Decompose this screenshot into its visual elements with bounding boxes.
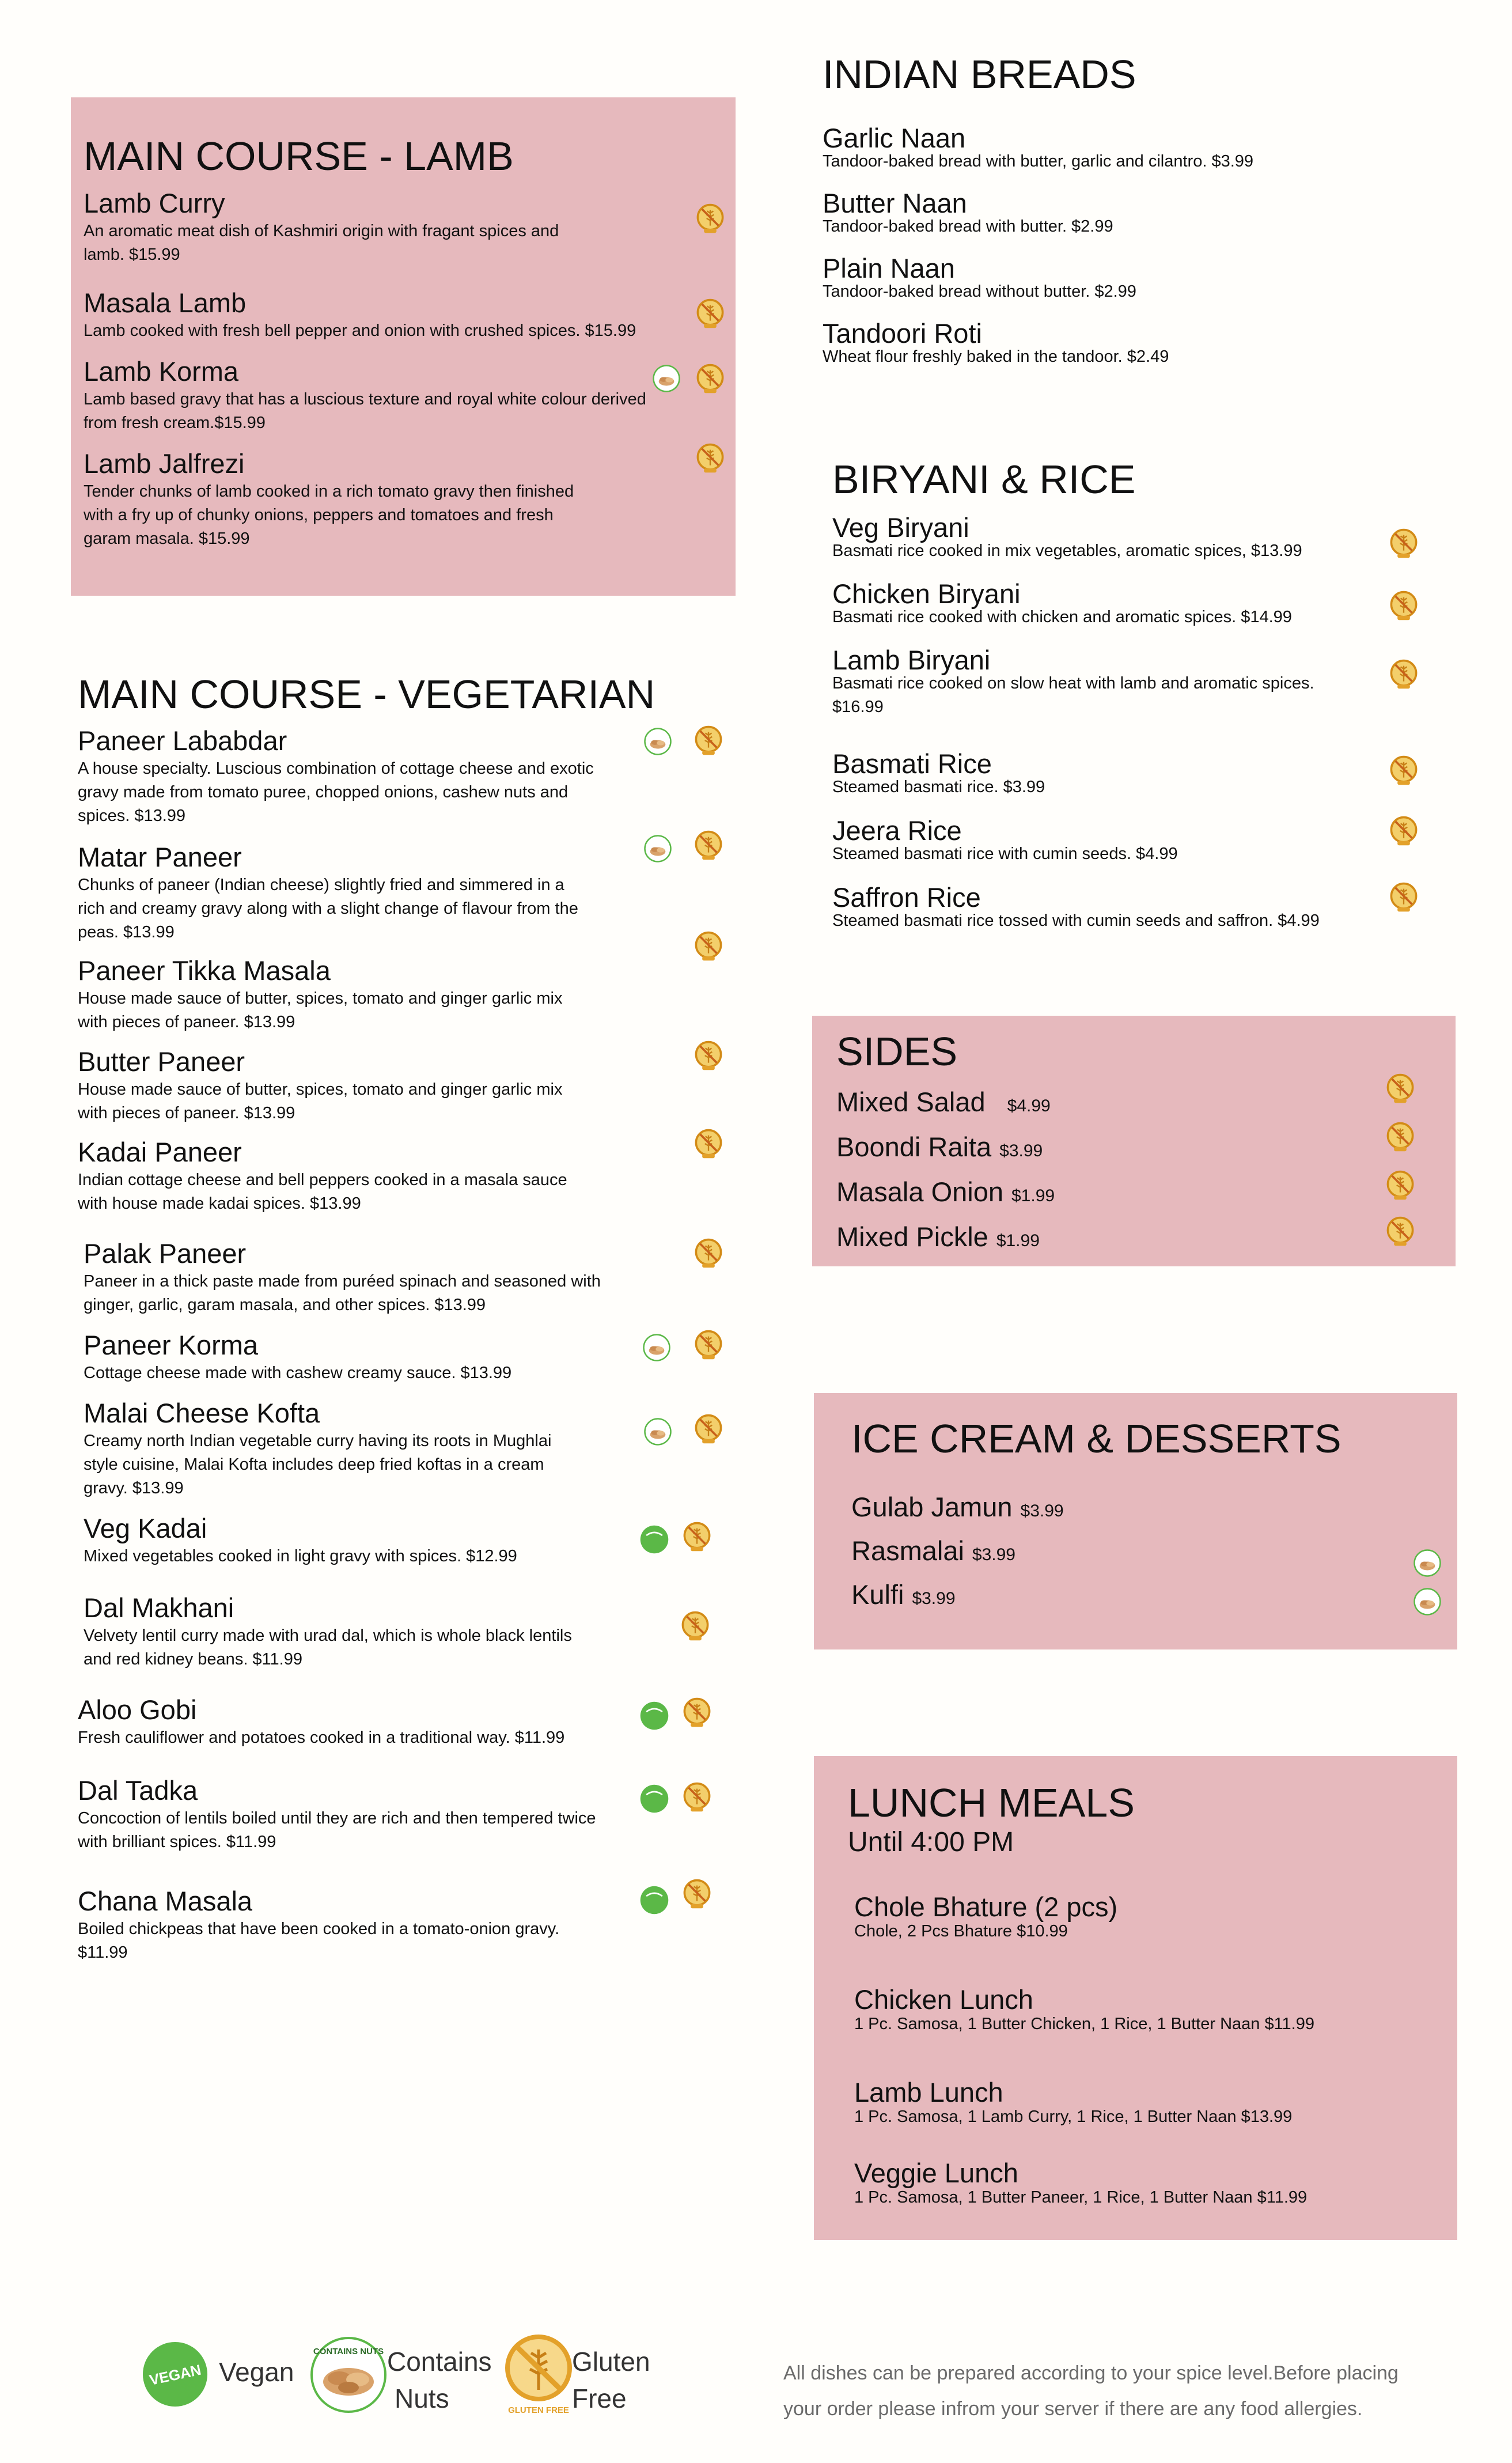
item-price: $1.99 <box>996 1231 1040 1250</box>
gluten-free-icon <box>1388 528 1419 559</box>
vegan-icon <box>639 1701 669 1731</box>
menu-item <box>832 815 1362 866</box>
item-desc: Basmati rice cooked on slow heat with lamb and aromatic spices. $16.99 <box>832 674 1314 716</box>
item-name: Kadai Paneer <box>78 1137 242 1167</box>
menu-item <box>84 1397 613 1500</box>
item-desc: Lamb cooked with fresh bell pepper and onion with crushed spices. $15.99 <box>84 321 636 340</box>
contains-nuts-icon <box>652 364 681 393</box>
allergy-note: All dishes can be prepared according to your spice level.Before placing your order please infrom your server if there are any food allergies. <box>783 2362 1399 2420</box>
menu-item <box>78 1775 608 1854</box>
item-desc: 1 Pc. Samosa, 1 Butter Paneer, 1 Rice, 1 Butter Naan $11.99 <box>854 2188 1308 2207</box>
desserts-title: ICE CREAM & DESSERTS <box>851 1416 1342 1461</box>
item-name: Veg Biryani <box>832 512 969 543</box>
menu-item <box>84 1329 613 1385</box>
contains-nuts-icon <box>1413 1549 1442 1577</box>
contains-nuts-icon <box>643 727 672 756</box>
side-item <box>836 1176 1055 1212</box>
item-name: Tandoori Roti <box>823 318 982 349</box>
item-name: Basmati Rice <box>832 748 992 779</box>
item-name: Plain Naan <box>823 253 955 283</box>
menu-item <box>823 122 1399 173</box>
item-name: Paneer Tikka Masala <box>78 955 331 986</box>
gluten-free-icon <box>693 1413 724 1444</box>
item-name: Palak Paneer <box>84 1238 247 1269</box>
item-desc: Tandoor-baked bread with butter, garlic and cilantro. $3.99 <box>823 152 1254 171</box>
menu-item <box>832 748 1362 799</box>
item-name: Masala Onion <box>836 1176 1003 1207</box>
contains-nuts-icon <box>642 1333 671 1362</box>
menu-item <box>832 881 1380 933</box>
gluten-free-icon <box>693 725 724 756</box>
item-desc: Tandoor-baked bread with butter. $2.99 <box>823 217 1113 236</box>
lunch-title: LUNCH MEALS <box>848 1780 1135 1825</box>
legend-gf-label-2: Free <box>572 2383 627 2413</box>
item-desc: Basmati rice cooked in mix vegetables, aromatic spices, $13.99 <box>832 542 1302 560</box>
gluten-free-icon <box>680 1610 711 1641</box>
menu-item <box>832 512 1362 563</box>
vegan-icon <box>639 1784 669 1814</box>
menu-item <box>854 2157 1307 2209</box>
item-price: $3.99 <box>972 1545 1015 1564</box>
menu-item <box>832 644 1351 719</box>
menu-item <box>854 1984 1314 2036</box>
gluten-free-icon <box>693 930 724 962</box>
item-name: Butter Naan <box>823 188 967 218</box>
legend-gf-label-1: Gluten <box>572 2347 650 2377</box>
item-name: Dal Makhani <box>84 1592 234 1623</box>
item-desc: Paneer in a thick paste made from puréed spinach and seasoned with ginger, garlic, garam masala, and other spices. $13.99 <box>84 1272 601 1314</box>
item-desc: Tender chunks of lamb cooked in a rich tomato gravy then finished with a fry up of chunky onions, peppers and tomatoes and fresh garam masala. $15.99 <box>84 482 574 548</box>
item-desc: Concoction of lentils boiled until they are rich and then tempered twice with brilliant spices. $11.99 <box>78 1809 596 1851</box>
side-item <box>836 1131 1043 1167</box>
gluten-free-icon <box>1388 659 1419 690</box>
item-name: Aloo Gobi <box>78 1694 197 1725</box>
sides-title: SIDES <box>836 1029 958 1074</box>
item-name: Veggie Lunch <box>854 2158 1018 2188</box>
item-desc: Boiled chickpeas that have been cooked in a tomato-onion gravy. $11.99 <box>78 1920 560 1962</box>
item-name: Garlic Naan <box>823 123 966 153</box>
menu-item <box>823 317 1399 369</box>
gluten-free-icon <box>1388 590 1419 621</box>
item-desc: Creamy north Indian vegetable curry having its roots in Mughlai style cuisine, Malai Kofta includes deep fried koftas in a cream gravy. $13.99 <box>84 1432 552 1497</box>
item-name: Paneer Korma <box>84 1330 259 1360</box>
biryani-title: BIRYANI & RICE <box>832 457 1136 502</box>
item-price: $3.99 <box>912 1589 956 1608</box>
item-name: Lamb Biryani <box>832 645 991 675</box>
item-name: Paneer Lababdar <box>78 725 287 756</box>
side-item <box>836 1086 1051 1122</box>
item-name: Mixed Pickle <box>836 1221 988 1252</box>
dessert-item <box>851 1579 956 1615</box>
gf-icon-label: GLUTEN FREE <box>508 2405 569 2415</box>
item-price: $3.99 <box>1020 1501 1064 1520</box>
item-desc: Cottage cheese made with cashew creamy sauce. $13.99 <box>84 1364 512 1382</box>
item-name: Gulab Jamun <box>851 1492 1013 1522</box>
item-desc: Chole, 2 Pcs Bhature $10.99 <box>854 1922 1068 1940</box>
menu-item <box>84 1592 613 1671</box>
veg-title: MAIN COURSE - VEGETARIAN <box>78 672 655 717</box>
menu-item <box>78 1136 608 1216</box>
breads-title: INDIAN BREADS <box>823 52 1136 97</box>
item-name: Rasmalai <box>851 1535 964 1566</box>
lunch-subtitle: Until 4:00 PM <box>848 1827 1014 1857</box>
legend <box>141 2328 660 2443</box>
item-name: Saffron Rice <box>832 882 981 913</box>
item-desc: Steamed basmati rice. $3.99 <box>832 778 1045 796</box>
item-desc: Steamed basmati rice tossed with cumin seeds and saffron. $4.99 <box>832 911 1320 930</box>
item-name: Chicken Biryani <box>832 578 1021 609</box>
gluten-free-icon <box>1385 1073 1416 1104</box>
gluten-free-icon <box>695 298 726 329</box>
gluten-free-icon <box>693 1040 724 1071</box>
gluten-free-icon <box>681 1781 713 1813</box>
item-desc: Lamb based gravy that has a luscious texture and royal white colour derived from fresh cream.$15.99 <box>84 390 646 432</box>
dessert-item <box>851 1535 1015 1571</box>
menu-item <box>84 448 602 551</box>
item-desc: Mixed vegetables cooked in light gravy with spices. $12.99 <box>84 1547 517 1565</box>
vegan-icon <box>639 1524 669 1554</box>
gluten-free-icon <box>1385 1170 1416 1201</box>
item-name: Chole Bhature (2 pcs) <box>854 1891 1118 1922</box>
item-name: Kulfi <box>851 1579 904 1610</box>
gluten-free-icon <box>693 830 724 861</box>
gluten-free-icon <box>693 1329 724 1360</box>
item-price: $4.99 <box>1007 1096 1051 1115</box>
item-name: Matar Paneer <box>78 842 242 872</box>
legend-nuts-label-2: Nuts <box>395 2383 449 2413</box>
item-desc: Basmati rice cooked with chicken and aromatic spices. $14.99 <box>832 608 1292 626</box>
item-desc: 1 Pc. Samosa, 1 Lamb Curry, 1 Rice, 1 Butter Naan $13.99 <box>854 2108 1293 2126</box>
item-name: Chana Masala <box>78 1886 253 1916</box>
item-name: Lamb Jalfrezi <box>84 448 245 479</box>
gluten-free-icon <box>681 1878 713 1909</box>
gluten-free-icon <box>501 2332 576 2419</box>
menu-item <box>78 1885 608 1965</box>
menu-item <box>78 1694 654 1750</box>
menu-item <box>78 841 608 944</box>
vegan-icon <box>639 1885 669 1915</box>
gluten-free-icon <box>693 1128 724 1159</box>
menu-item <box>78 955 608 1034</box>
item-name: Dal Tadka <box>78 1775 198 1806</box>
contains-nuts-icon <box>1413 1587 1442 1616</box>
item-desc: A house specialty. Luscious combination of cottage cheese and exotic gravy made from tomato puree, chopped onions, cashew nuts and spices. $13.99 <box>78 759 594 825</box>
item-name: Veg Kadai <box>84 1513 207 1543</box>
item-name: Jeera Rice <box>832 815 962 846</box>
gluten-free-icon <box>1385 1216 1416 1247</box>
menu-item <box>78 725 608 828</box>
item-desc: Indian cottage cheese and bell peppers cooked in a masala sauce with house made kadai spices. $13.99 <box>78 1171 567 1213</box>
item-name: Lamb Curry <box>84 188 225 218</box>
nuts-icon-label: CONTAINS NUTS <box>313 2347 384 2356</box>
gluten-free-icon <box>1388 755 1419 786</box>
item-desc: An aromatic meat dish of Kashmiri origin with fragant spices and lamb. $15.99 <box>84 222 559 264</box>
menu-item <box>84 1512 636 1568</box>
menu-item <box>854 1891 1117 1943</box>
item-desc: Chunks of paneer (Indian cheese) slightly fried and simmered in a rich and creamy gravy along with a slight change of flavour from the peas. $13.99 <box>78 876 578 941</box>
item-desc: Steamed basmati rice with cumin seeds. $4.99 <box>832 845 1178 863</box>
menu-item <box>84 355 665 435</box>
menu-item <box>823 187 1399 239</box>
item-desc: Wheat flour freshly baked in the tandoor. $2.49 <box>823 347 1169 366</box>
item-price: $1.99 <box>1011 1186 1055 1205</box>
vegan-icon <box>141 2340 209 2408</box>
gluten-free-icon <box>681 1521 713 1552</box>
item-name: Butter Paneer <box>78 1046 245 1077</box>
gluten-free-icon <box>695 363 726 394</box>
menu-item <box>78 1046 608 1125</box>
side-item <box>836 1221 1040 1257</box>
dessert-item <box>851 1491 1064 1527</box>
contains-nuts-icon <box>643 1417 672 1446</box>
gluten-free-icon <box>1388 881 1419 913</box>
gluten-free-icon <box>1388 815 1419 846</box>
menu-item <box>84 187 677 267</box>
lamb-title: MAIN COURSE - LAMB <box>84 134 514 179</box>
item-name: Malai Cheese Kofta <box>84 1398 320 1428</box>
item-desc: 1 Pc. Samosa, 1 Butter Chicken, 1 Rice, 1 Butter Naan $11.99 <box>854 2015 1315 2033</box>
item-desc: House made sauce of butter, spices, tomato and ginger garlic mix with pieces of paneer. $13.99 <box>78 1080 563 1122</box>
legend-vegan-label: Vegan <box>219 2357 294 2387</box>
item-desc: Velvety lentil curry made with urad dal, which is whole black lentils and red kidney beans. $11.99 <box>84 1626 572 1669</box>
item-name: Lamb Lunch <box>854 2077 1003 2108</box>
menu-item <box>84 1238 636 1317</box>
gluten-free-icon <box>695 203 726 234</box>
vegan-icon-label: VEGAN <box>148 2362 203 2389</box>
item-name: Lamb Korma <box>84 356 239 387</box>
contains-nuts-icon <box>643 834 672 863</box>
item-desc: House made sauce of butter, spices, tomato and ginger garlic mix with pieces of paneer. $13.99 <box>78 989 563 1031</box>
item-name: Chicken Lunch <box>854 1984 1033 2015</box>
item-desc: Fresh cauliflower and potatoes cooked in a traditional way. $11.99 <box>78 1728 565 1747</box>
legend-nuts-label-1: Contains <box>387 2347 492 2377</box>
gluten-free-icon <box>693 1238 724 1269</box>
menu-item <box>823 252 1399 304</box>
item-name: Boondi Raita <box>836 1132 992 1162</box>
gluten-free-icon <box>695 442 726 474</box>
item-desc: Tandoor-baked bread without butter. $2.99 <box>823 282 1136 301</box>
item-name: Mixed Salad <box>836 1087 986 1117</box>
gluten-free-icon <box>681 1697 713 1728</box>
item-name: Masala Lamb <box>84 287 247 318</box>
menu-item <box>84 287 723 343</box>
menu-item <box>832 578 1362 629</box>
contains-nuts-icon <box>308 2335 389 2415</box>
item-price: $3.99 <box>999 1141 1043 1160</box>
menu-item <box>854 2076 1292 2128</box>
gluten-free-icon <box>1385 1121 1416 1152</box>
